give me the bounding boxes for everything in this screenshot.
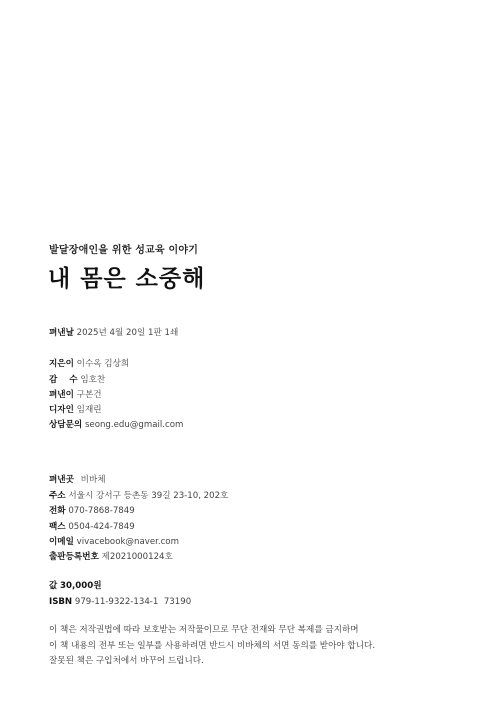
copyright-notice-line: 이 책 내용의 전부 또는 일부를 사용하려면 반드시 비바체의 서면 동의를 받아야 합니다. [49, 641, 376, 651]
isbn-label: ISBN [49, 597, 73, 607]
price-row [49, 580, 102, 592]
publication-date-row [49, 327, 178, 339]
price-value: 30,000원 [60, 581, 102, 591]
publisher-value: 070-7868-7849 [68, 506, 135, 516]
publisher-label: 펴낸곳 [49, 475, 74, 485]
price-label: 값 [49, 581, 58, 591]
publisher-label: 이메일 [49, 537, 74, 547]
credit-row-contact [49, 419, 183, 431]
publication-date-value: 2025년 4월 20일 1판 1쇄 [76, 328, 179, 338]
publisher-row-email [49, 536, 179, 548]
publisher-value: 비바체 [80, 475, 106, 485]
credit-label: 디자인 [49, 405, 74, 415]
publisher-value: 제2021000124호 [101, 552, 173, 562]
publication-date-label: 펴낸날 [49, 328, 74, 338]
publisher-value: 0504-424-7849 [68, 522, 135, 532]
copyright-notice-line: 이 책은 저작권법에 따라 보호받는 저작물이므로 무단 전재와 무단 복제를 금지하며 [49, 625, 359, 635]
publisher-label: 출판등록번호 [49, 552, 99, 562]
credit-row-author [49, 358, 129, 370]
publisher-value: 서울시 강서구 등촌동 39길 23-10, 202호 [68, 491, 229, 501]
credit-label: 상담문의 [49, 420, 83, 430]
credit-value: seong.edu@gmail.com [84, 420, 184, 430]
isbn-value: 979-11-9322-134-1 73190 [74, 597, 192, 607]
credit-row-designer [49, 404, 102, 416]
credit-label: 감 수 [49, 375, 78, 385]
credit-value: 이수옥 김상희 [76, 359, 130, 369]
credit-row-supervisor [49, 374, 105, 386]
credit-label: 펴낸이 [49, 390, 74, 400]
credit-row-publisher-person [49, 389, 102, 401]
copyright-notice-line: 잘못된 책은 구입처에서 바꾸어 드립니다. [49, 656, 204, 666]
publisher-row-name [49, 474, 106, 486]
isbn-row [49, 596, 191, 608]
book-title: 내 몸은 소중해 [48, 266, 206, 292]
publisher-row-address [49, 490, 228, 502]
credit-value: 임재린 [76, 405, 102, 415]
credit-label: 지은이 [49, 359, 74, 369]
publisher-row-registration [49, 551, 173, 563]
publisher-label: 전화 [49, 506, 66, 516]
publisher-row-phone [49, 505, 135, 517]
credit-value: 구본건 [76, 390, 102, 400]
book-subtitle: 발달장애인을 위한 성교육 이야기 [49, 245, 199, 256]
publisher-value: vivacebook@naver.com [76, 537, 179, 547]
credit-value: 임호찬 [80, 375, 106, 385]
publisher-row-fax [49, 521, 135, 533]
publisher-label: 주소 [49, 491, 66, 501]
publisher-label: 팩스 [49, 522, 66, 532]
